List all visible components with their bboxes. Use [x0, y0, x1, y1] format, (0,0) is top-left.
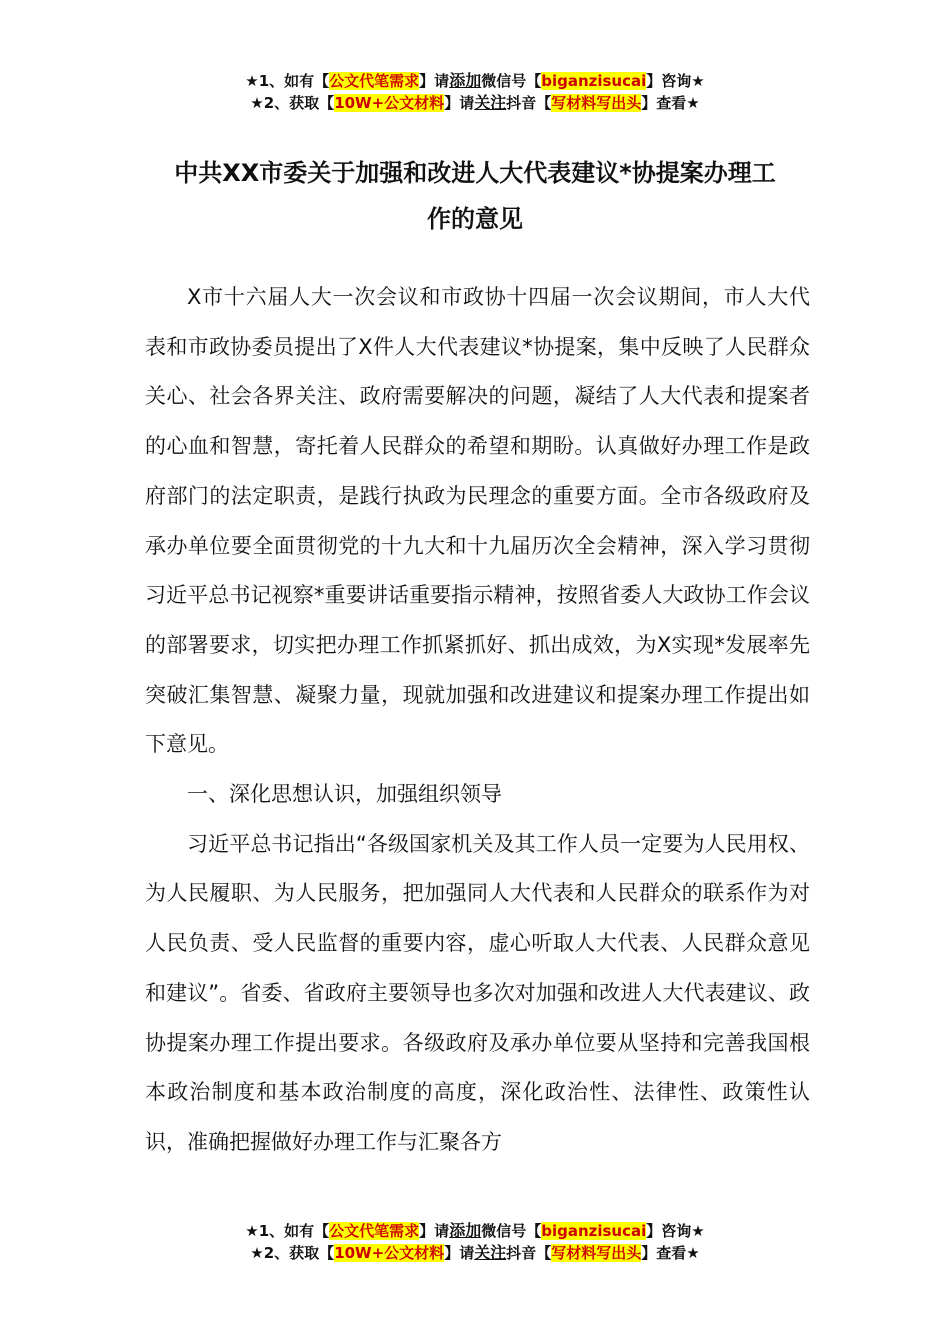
- promo-emphasis: 关注: [474, 1243, 507, 1262]
- promo-emphasis: 添加: [449, 71, 482, 90]
- section-heading: 一、深化思想认识，加强组织领导: [187, 782, 502, 807]
- promo-text: 】咨询★: [646, 72, 705, 90]
- promo-text: 】咨询★: [646, 1222, 705, 1240]
- body-paragraph: 习近平总书记指出“各级国家机关及其工作人员一定要为人民用权、为人民履职、为人民服务，把加强同人大代表和人民群众的联系作为对人民负责、受人民监督的重要内容，虚心听取人大代表、人民群众意见和建议”。省委、省政府主要领导也多次对加强和改进人大代表建议、政协提案办理工作提出要求。各级政府及承办单位要从坚持和完善我国根本政治制度和基本政治制度的高度，深化政治性、法律性、政策性认识，准确把握做好办理工作与汇聚各方: [145, 831, 810, 1154]
- promo-highlight: 写材料写出头: [551, 94, 642, 112]
- promo-text: ★2、获取【: [250, 1244, 335, 1262]
- promo-highlight: 公文代笔需求: [329, 1222, 420, 1240]
- promo-text: 】请: [444, 94, 475, 112]
- promo-text: 】查看★: [641, 1244, 700, 1262]
- document-title: [100, 150, 850, 242]
- document-body: [145, 273, 810, 1168]
- promo-highlight: 公文代笔需求: [329, 72, 420, 90]
- promo-footer: [0, 1220, 950, 1264]
- promo-highlight: 写材料写出头: [551, 1244, 642, 1262]
- promo-highlight: biganzisucai: [541, 1222, 647, 1240]
- promo-text: 】请: [419, 72, 450, 90]
- promo-emphasis: 添加: [449, 1221, 482, 1240]
- promo-highlight: 10W+公文材料: [334, 1244, 445, 1262]
- promo-text: 抖音【: [506, 94, 552, 112]
- promo-line-2: [0, 1242, 950, 1264]
- promo-line-2: [0, 92, 950, 114]
- promo-emphasis: 关注: [474, 93, 507, 112]
- promo-text: ★1、如有【: [245, 72, 330, 90]
- promo-text: 微信号【: [481, 1222, 542, 1240]
- promo-text: 】查看★: [641, 94, 700, 112]
- promo-text: 】请: [419, 1222, 450, 1240]
- title-line-1: 中共XX市委关于加强和改进人大代表建议*协提案办理工: [174, 159, 776, 187]
- promo-line-1: [0, 70, 950, 92]
- body-paragraph: X市十六届人大一次会议和市政协十四届一次会议期间，市人大代表和市政协委员提出了X件人大代表建议*协提案，集中反映了人民群众关心、社会各界关注、政府需要解决的问题，凝结了人大代表和提案者的心血和智慧，寄托着人民群众的希望和期盼。认真做好办理工作是政府部门的法定职责，是践行执政为民理念的重要方面。全市各级政府及承办单位要全面贯彻党的十九大和十九届历次全会精神，深入学习贯彻习近平总书记视察*重要讲话重要指示精神，按照省委人大政协工作会议的部署要求，切实把办理工作抓紧抓好、抓出成效，为X实现*发展率先突破汇集智慧、凝聚力量，现就加强和改进建议和提案办理工作提出如下意见。: [145, 285, 810, 757]
- title-line-2: 作的意见: [427, 205, 523, 233]
- promo-highlight: 10W+公文材料: [334, 94, 445, 112]
- promo-highlight: biganzisucai: [541, 72, 647, 90]
- promo-header: [0, 70, 950, 114]
- promo-text: ★1、如有【: [245, 1222, 330, 1240]
- promo-text: ★2、获取【: [250, 94, 335, 112]
- promo-text: 抖音【: [506, 1244, 552, 1262]
- promo-text: 微信号【: [481, 72, 542, 90]
- promo-line-1: [0, 1220, 950, 1242]
- promo-text: 】请: [444, 1244, 475, 1262]
